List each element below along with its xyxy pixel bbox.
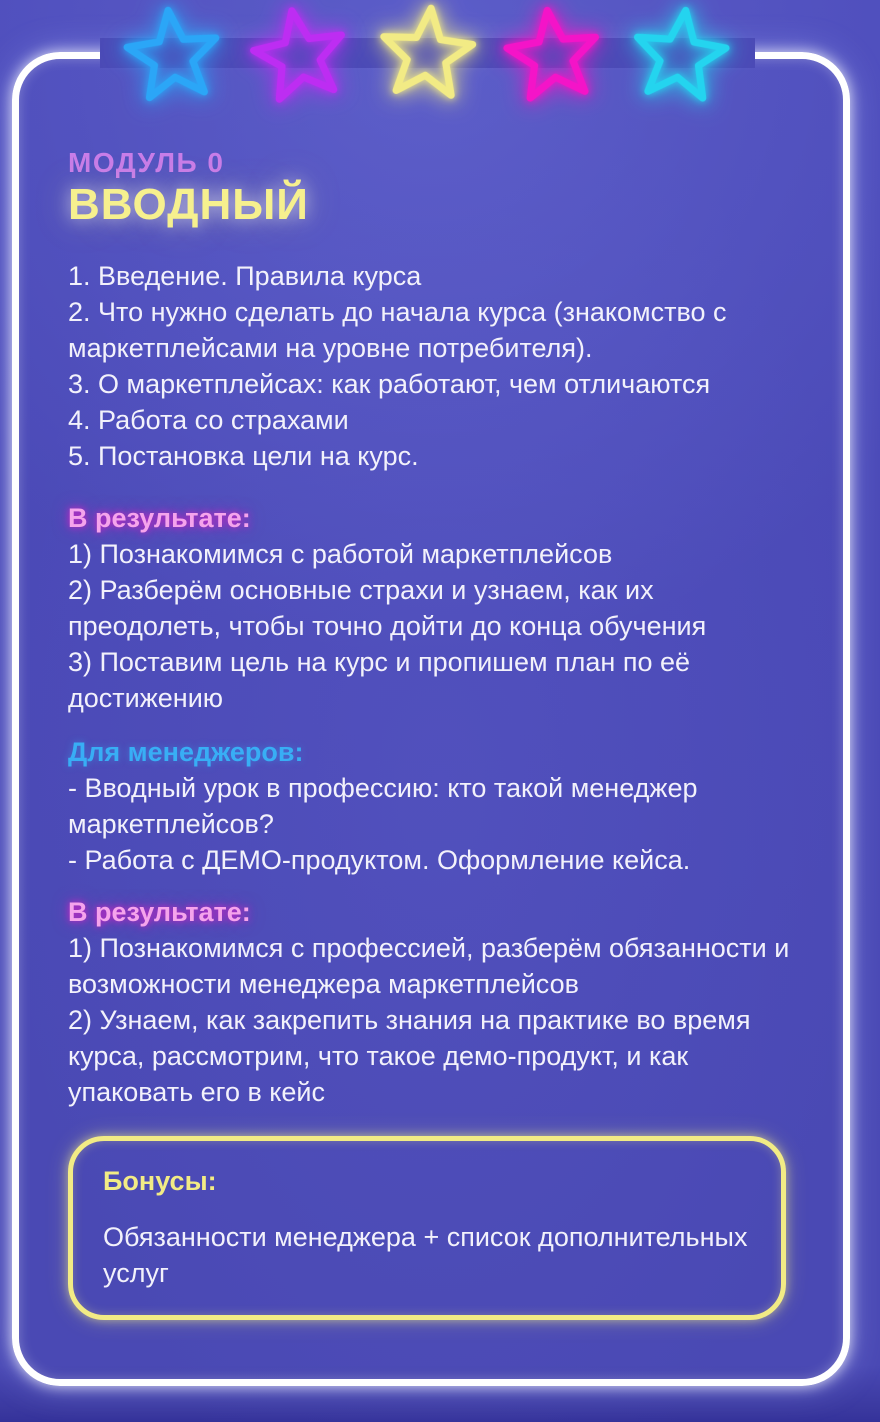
star-icon	[496, 0, 610, 114]
lesson-item: 3. О маркетплейсах: как работают, чем отличаются	[68, 369, 711, 399]
results-heading: В результате:	[68, 897, 251, 927]
star-icon	[372, 0, 483, 110]
lesson-item: 5. Постановка цели на курс.	[68, 441, 419, 471]
lesson-list	[68, 258, 802, 474]
module-eyebrow: МОДУЛЬ 0	[68, 147, 225, 178]
results-item: 2) Разберём основные страхи и узнаем, как их преодолеть, чтобы точно дойти до конца обучения	[68, 575, 707, 641]
bonus-box	[68, 1136, 786, 1320]
lesson-item: 2. Что нужно сделать до начала курса (знакомство с маркетплейсами на уровне потребителя).	[68, 297, 727, 363]
managers-item: - Работа с ДЕМО-продуктом. Оформление кейса.	[68, 845, 691, 875]
star-icon	[241, 0, 359, 116]
results-section-2	[68, 894, 802, 1110]
results-item: 1) Познакомимся с профессией, разберём обязанности и возможности менеджера маркетплейсов	[68, 933, 790, 999]
star-icon	[117, 1, 229, 113]
lesson-item: 1. Введение. Правила курса	[68, 261, 422, 291]
module-title: ВВОДНЫЙ	[68, 180, 309, 229]
bonus-text: Обязанности менеджера + список дополнительных услуг	[103, 1222, 748, 1288]
star-icon	[623, 0, 737, 114]
results-section-1	[68, 500, 802, 716]
managers-item: - Вводный урок в профессию: кто такой менеджер маркетплейсов?	[68, 773, 698, 839]
lesson-item: 4. Работа со страхами	[68, 405, 349, 435]
module-content	[68, 146, 802, 1320]
results-item: 1) Познакомимся с работой маркетплейсов	[68, 539, 613, 569]
results-heading: В результате:	[68, 503, 251, 533]
neon-stars-row	[0, 2, 880, 112]
managers-heading: Для менеджеров:	[68, 737, 304, 767]
results-item: 3) Поставим цель на курс и пропишем план по её достижению	[68, 647, 691, 713]
results-item: 2) Узнаем, как закрепить знания на практике во время курса, рассмотрим, что такое демо-продукт, и как упаковать его в кейс	[68, 1005, 751, 1107]
bonus-heading: Бонусы:	[103, 1166, 217, 1196]
managers-section	[68, 734, 802, 878]
